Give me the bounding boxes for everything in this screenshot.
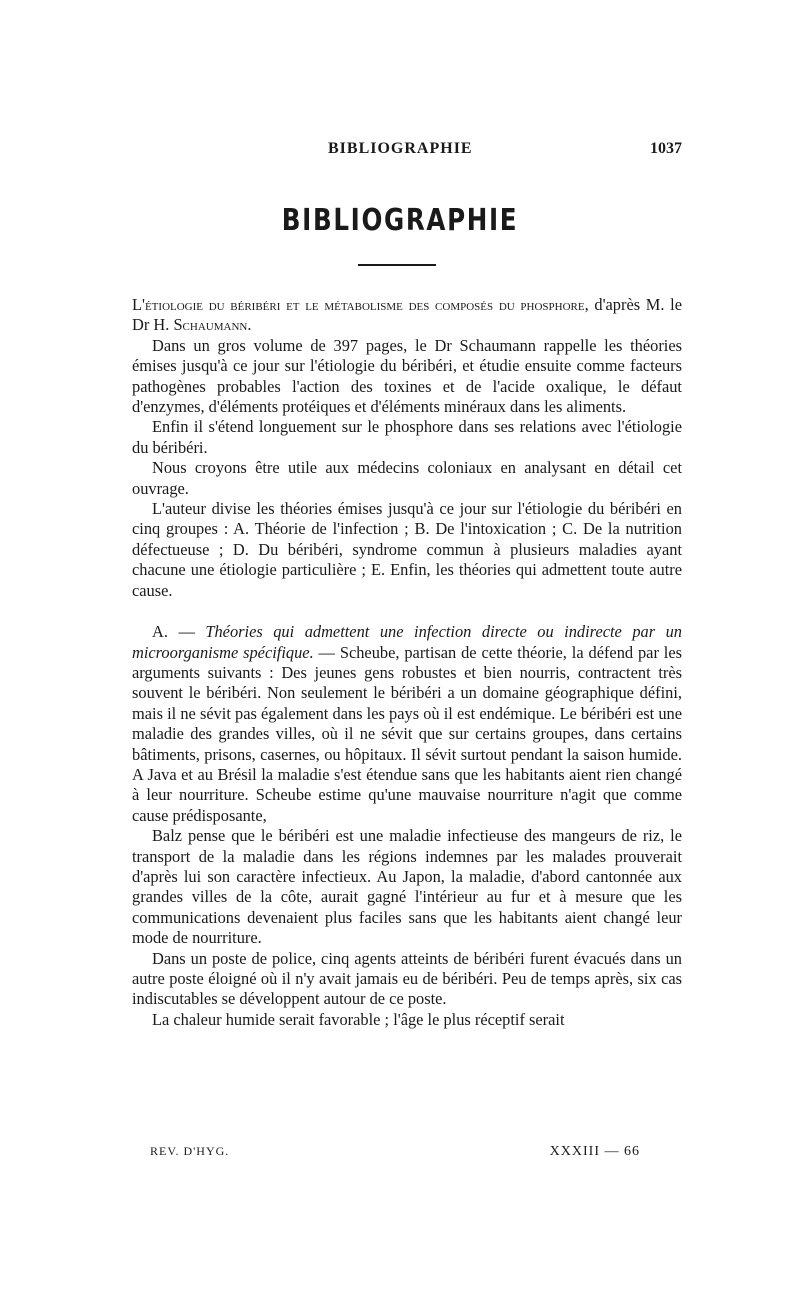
article-heading-subject: L'étiologie du béribéri et le métabolisme des composés du phosphore, [132,295,589,314]
page-number: 1037 [650,140,682,157]
paragraph: L'auteur divise les théories émises jusqu'à ce jour sur l'étiologie du béribéri en cinq groupes : A. Théorie de l'infection ; B. De l'intoxication ; C. De la nutrition défectueuse ; D. Du béribéri, syndrome commun à plusieurs maladies ayant chacune une étiologie particulière ; E. Enfin, les théories qui admettent toute autre cause. [132,499,682,600]
volume-sheet-number: XXXIII — 66 [549,1144,640,1159]
section-a-label: A. — [152,622,206,642]
paragraph: Balz pense que le béribéri est une maladie infectieuse des mangeurs de riz, le transport de la maladie dans les régions indemnes par les malades prouverait d'après lui son caractère infectieux. Au Japon, la maladie, d'abord cantonnée aux grandes villes de la côte, aurait gagné l'intérieur au fur et à mesure que les communications devenaient plus faciles sans que les habitants aient changé leur mode de nourriture. [132,826,682,948]
title-rule [358,264,436,266]
paragraph: Dans un gros volume de 397 pages, le Dr Schaumann rappelle les théories émises jusqu'à ce jour sur l'étiologie du béribéri, et étudie ensuite comme facteurs pathogènes probables l'action des toxines et de l'acide oxalique, le défaut d'enzymes, d'éléments protéiques et d'éléments minéraux dans les aliments. [132,335,682,417]
paragraph: La chaleur humide serait favorable ; l'âge le plus réceptif serait [152,1009,565,1029]
page-footer [150,1144,640,1164]
page-header [132,140,682,164]
running-title: BIBLIOGRAPHIE [328,140,473,157]
section-a-text: — Scheube, partisan de cette théorie, la défend par les arguments suivants : Des jeunes gens robustes et bien nourris, contractent très souvent le béribéri. Non seulement le béribéri a un domaine géographique défini, mais il ne sévit pas également dans les pays où il est endémique. Le béribéri est une maladie des grandes villes, où il ne sévit que sur certains groupes, dans certains bâtiments, prisons, casernes, ou hôpitaux. Il sévit surtout pendant la saison humide. A Java et au Brésil la maladie s'est étendue sans que les habitants aient rien changé à leur nourriture. Scheube estime qu'une mauvaise nourriture n'agit que comme cause prédisposante, [132,642,682,825]
paragraph: Nous croyons être utile aux médecins coloniaux en analysant en détail cet ouvrage. [132,458,682,498]
paragraph: Enfin il s'étend longuement sur le phosphore dans ses relations avec l'étiologie du béribéri. [132,417,682,457]
section-spacer [132,601,682,622]
article-heading [132,295,682,336]
page-title: BIBLIOGRAPHIE [281,203,519,238]
article-heading-attribution: d'après M. le Dr H. [132,295,682,335]
journal-signature: REV. D'HYG. [150,1144,230,1158]
section-a-title: Théories qui admettent une infection directe ou indirecte par un microorganisme spécifique. [132,622,683,662]
paragraph: Dans un poste de police, cinq agents atteints de béribéri furent évacués dans un autre poste éloigné où il n'y avait jamais eu de béribéri. Peu de temps après, six cas indiscutables se développent autour de ce poste. [132,948,682,1009]
article-body [132,295,682,1030]
article-heading-author: Schaumann. [173,315,252,335]
section-a-paragraph [132,622,682,826]
